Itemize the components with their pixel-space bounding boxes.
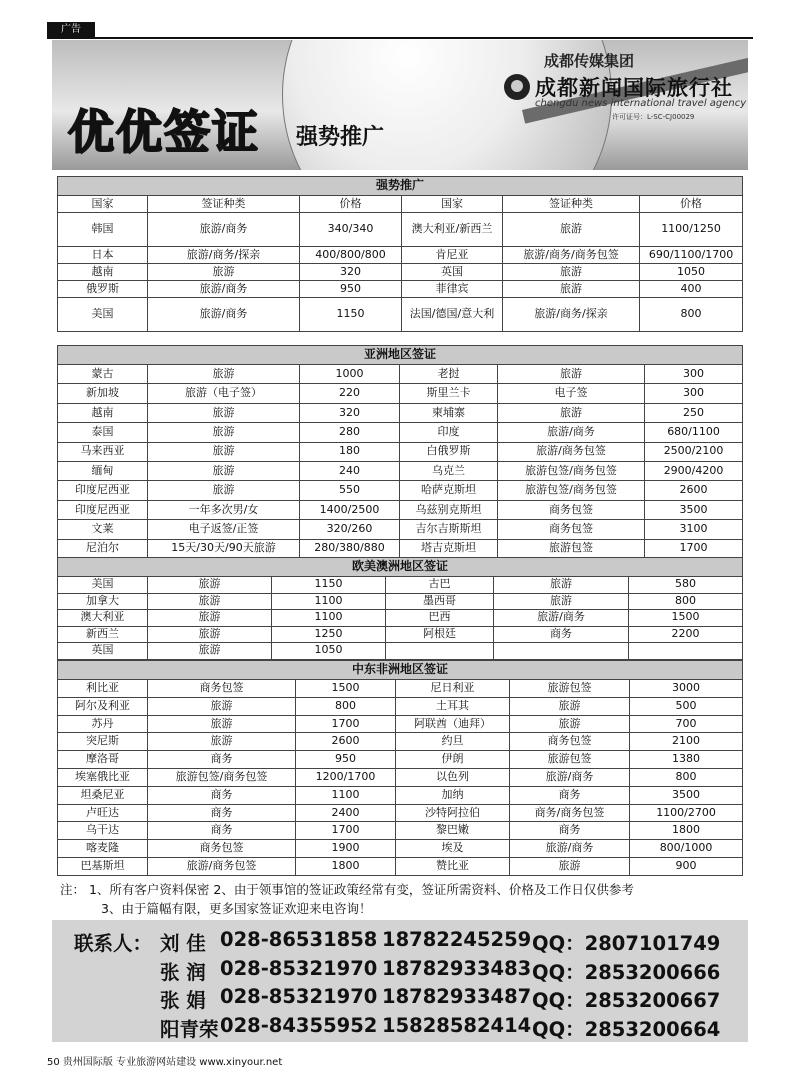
table-cell: 越南 (58, 264, 148, 281)
table-cell: 老挝 (400, 365, 498, 384)
table-cell: 1150 (272, 577, 386, 594)
table-cell: 旅游/商务 (498, 423, 645, 442)
table-cell: 800 (630, 768, 743, 786)
table-row (58, 610, 743, 627)
table-cell: 2400 (296, 804, 396, 822)
section-title: 亚洲地区签证 (58, 346, 743, 365)
table-cell: 利比亚 (58, 680, 148, 698)
table-row (58, 481, 743, 500)
table-cell: 旅游 (510, 697, 630, 715)
table-cell: 加拿大 (58, 593, 148, 610)
table-cell: 280 (300, 423, 400, 442)
table-cell: 2500/2100 (645, 442, 743, 461)
table-cell: 印度尼西亚 (58, 500, 148, 519)
table-row (58, 281, 743, 298)
table-row (58, 461, 743, 480)
table-cell: 澳大利亚 (58, 610, 148, 627)
table-cell: 旅游 (148, 442, 300, 461)
table-cell: 美国 (58, 298, 148, 332)
table-cell: 旅游 (498, 403, 645, 422)
table-cell: 商务 (510, 822, 630, 840)
mideast-table (57, 660, 743, 876)
table-cell: 800 (296, 697, 396, 715)
table-cell: 新加坡 (58, 384, 148, 403)
table-row (58, 680, 743, 698)
table-row (58, 213, 743, 247)
table-cell: 1100/2700 (630, 804, 743, 822)
table-cell: 1380 (630, 751, 743, 769)
table-cell: 日本 (58, 247, 148, 264)
table-cell: 旅游包签 (510, 680, 630, 698)
table-row (58, 298, 743, 332)
table-cell: 英国 (58, 643, 148, 660)
table-cell: 美国 (58, 577, 148, 594)
table-cell: 旅游 (148, 423, 300, 442)
table-cell: 700 (630, 715, 743, 733)
table-cell: 越南 (58, 403, 148, 422)
table-cell: 坦桑尼亚 (58, 786, 148, 804)
table-cell: 800 (640, 298, 743, 332)
table-cell: 卢旺达 (58, 804, 148, 822)
table-cell: 300 (645, 384, 743, 403)
table-cell: 尼泊尔 (58, 539, 148, 558)
table-cell: 1400/2500 (300, 500, 400, 519)
table-cell (386, 643, 494, 660)
section-header (58, 558, 743, 577)
contact-qq: QQ：2853200666 (532, 960, 721, 984)
table-row (58, 822, 743, 840)
table-cell: 商务 (148, 804, 296, 822)
table-row (58, 247, 743, 264)
table-cell: 2100 (630, 733, 743, 751)
contact-name: 张 润 (160, 960, 206, 984)
table-cell: 1500 (296, 680, 396, 698)
table-cell: 旅游/商务 (510, 768, 630, 786)
table-cell: 1100 (272, 593, 386, 610)
table-cell: 塔吉克斯坦 (400, 539, 498, 558)
table-cell: 尼日利亚 (396, 680, 510, 698)
table-cell: 旅游 (503, 213, 640, 247)
table-cell: 旅游/商务/商务包签 (503, 247, 640, 264)
table-cell: 印度 (400, 423, 498, 442)
table-cell: 墨西哥 (386, 593, 494, 610)
table-cell: 旅游/商务 (510, 840, 630, 858)
table-cell: 1100 (272, 610, 386, 627)
table-cell: 古巴 (386, 577, 494, 594)
table-cell: 旅游/商务/探亲 (503, 298, 640, 332)
table-cell: 1100/1250 (640, 213, 743, 247)
table-row (58, 264, 743, 281)
table-row (58, 539, 743, 558)
table-cell: 巴基斯坦 (58, 857, 148, 875)
table-cell: 签证种类 (148, 196, 300, 213)
contact-qq: QQ：2807101749 (532, 932, 721, 955)
table-row (58, 697, 743, 715)
table-cell: 商务/商务包签 (510, 804, 630, 822)
table-cell: 1200/1700 (296, 768, 396, 786)
table-cell: 柬埔寨 (400, 403, 498, 422)
table-row (58, 857, 743, 875)
table-cell: 国家 (402, 196, 503, 213)
table-row (58, 403, 743, 422)
table-row (58, 442, 743, 461)
section-header (58, 661, 743, 680)
table-cell: 沙特阿拉伯 (396, 804, 510, 822)
table-cell: 1700 (645, 539, 743, 558)
table-row (58, 365, 743, 384)
section-title: 欧美澳洲地区签证 (58, 558, 743, 577)
group-name: 成都传媒集团 (544, 52, 635, 70)
table-cell: 1800 (296, 857, 396, 875)
table-cell: 旅游包签 (510, 751, 630, 769)
top-divider (47, 37, 753, 39)
table-cell: 埃塞俄比亚 (58, 768, 148, 786)
contact-box (52, 920, 748, 1042)
table-cell: 旅游包签/商务包签 (498, 461, 645, 480)
note-line-2: 3、由于篇幅有限，更多国家签证欢迎来电咨询！ (101, 901, 372, 916)
table-cell: 500 (630, 697, 743, 715)
table-cell: 赞比亚 (396, 857, 510, 875)
contact-mobile: 18782933487 (382, 985, 532, 1008)
agency-name: 成都新闻国际旅行社 (535, 76, 733, 100)
table-cell: 国家 (58, 196, 148, 213)
table-cell: 950 (296, 751, 396, 769)
euro-table (57, 557, 743, 660)
table-cell: 950 (300, 281, 402, 298)
table-cell: 商务 (148, 786, 296, 804)
table-cell: 泰国 (58, 423, 148, 442)
table-cell: 旅游 (494, 577, 629, 594)
table-cell: 蒙古 (58, 365, 148, 384)
table-cell: 商务包签 (148, 680, 296, 698)
contact-name: 张 娟 (160, 989, 206, 1012)
table-cell: 旅游/商务包签 (148, 857, 296, 875)
table-cell: 阿联酋（迪拜） (396, 715, 510, 733)
table-cell: 1900 (296, 840, 396, 858)
table-cell: 旅游 (494, 593, 629, 610)
table-cell: 摩洛哥 (58, 751, 148, 769)
table-row (58, 715, 743, 733)
table-cell: 商务包签 (148, 840, 296, 858)
banner-title: 优优签证 (68, 105, 260, 159)
table-cell: 价格 (300, 196, 402, 213)
ad-tag: 广告 (47, 22, 95, 38)
table-row (58, 577, 743, 594)
table-cell: 旅游 (148, 733, 296, 751)
table-row (58, 786, 743, 804)
table-cell: 旅游 (510, 715, 630, 733)
table-cell: 2600 (296, 733, 396, 751)
table-cell: 商务 (148, 751, 296, 769)
table-cell: 商务 (148, 822, 296, 840)
promo-table (57, 176, 743, 332)
agency-name-en: chengdu news international travel agency (535, 98, 747, 109)
table-cell: 680/1100 (645, 423, 743, 442)
table-cell: 哈萨克斯坦 (400, 481, 498, 500)
table-cell: 法国/德国/意大利 (402, 298, 503, 332)
column-header-row (58, 196, 743, 213)
table-cell: 旅游 (148, 403, 300, 422)
table-row (58, 423, 743, 442)
table-cell: 以色列 (396, 768, 510, 786)
table-cell: 320/260 (300, 520, 400, 539)
table-cell: 乌兹别克斯坦 (400, 500, 498, 519)
table-cell: 2900/4200 (645, 461, 743, 480)
table-cell: 旅游 (148, 461, 300, 480)
contact-label: 联系人： (74, 932, 153, 955)
table-row (58, 520, 743, 539)
table-cell: 250 (645, 403, 743, 422)
table-cell: 3000 (630, 680, 743, 698)
table-cell: 马来西亚 (58, 442, 148, 461)
table-cell: 签证种类 (503, 196, 640, 213)
table-cell: 电子签 (498, 384, 645, 403)
agency-logo-icon (504, 74, 530, 100)
table-cell: 280/380/880 (300, 539, 400, 558)
table-cell: 3500 (645, 500, 743, 519)
table-cell: 1000 (300, 365, 400, 384)
notes (60, 880, 634, 918)
table-cell: 580 (629, 577, 743, 594)
contact-phone: 028-84355952 (220, 1013, 378, 1037)
table-cell: 旅游 (148, 715, 296, 733)
table-cell: 690/1100/1700 (640, 247, 743, 264)
table-cell: 旅游 (148, 577, 272, 594)
table-cell: 旅游/商务/探亲 (148, 247, 300, 264)
section-header (58, 177, 743, 196)
table-cell: 3500 (630, 786, 743, 804)
table-cell: 3100 (645, 520, 743, 539)
table-cell: 340/340 (300, 213, 402, 247)
table-cell: 2600 (645, 481, 743, 500)
asia-table (57, 345, 743, 559)
table-cell: 英国 (402, 264, 503, 281)
table-cell: 320 (300, 403, 400, 422)
table-cell: 旅游包签 (498, 539, 645, 558)
table-cell: 2200 (629, 626, 743, 643)
contact-qq: QQ：2853200664 (532, 1017, 721, 1041)
table-cell: 旅游/商务 (148, 281, 300, 298)
table-cell: 旅游 (148, 264, 300, 281)
table-cell: 旅游包签/商务包签 (498, 481, 645, 500)
table-cell: 巴西 (386, 610, 494, 627)
table-cell: 900 (630, 857, 743, 875)
section-header (58, 346, 743, 365)
table-cell: 约旦 (396, 733, 510, 751)
table-row (58, 804, 743, 822)
table-cell: 商务包签 (510, 733, 630, 751)
table-cell: 800 (629, 593, 743, 610)
table-cell: 澳大利亚/新西兰 (402, 213, 503, 247)
table-cell: 旅游 (148, 593, 272, 610)
banner (52, 40, 748, 170)
table-cell: 肯尼亚 (402, 247, 503, 264)
table-cell: 喀麦隆 (58, 840, 148, 858)
table-cell: 旅游 (503, 264, 640, 281)
table-cell: 旅游/商务 (494, 610, 629, 627)
table-cell: 商务包签 (498, 500, 645, 519)
page-footer: 50 贵州国际版 专业旅游网站建设 www.xinyour.net (47, 1057, 283, 1068)
table-cell: 180 (300, 442, 400, 461)
license-number: 许可证号：L-SC-CJ00029 (612, 113, 695, 121)
table-cell: 1700 (296, 822, 396, 840)
table-cell: 商务 (510, 786, 630, 804)
table-cell: 土耳其 (396, 697, 510, 715)
table-cell: 吉尔吉斯斯坦 (400, 520, 498, 539)
section-title: 中东非洲地区签证 (58, 661, 743, 680)
contact-phone: 028-85321970 (220, 985, 378, 1008)
note-line-1: 注： 1、所有客户资料保密 2、由于领事馆的签证政策经常有变，签证所需资料、价格及工作日仅供参考 (60, 882, 634, 897)
banner-subtitle: 强势推广 (296, 125, 385, 150)
table-cell: 伊朗 (396, 751, 510, 769)
table-row (58, 733, 743, 751)
table-cell: 旅游 (148, 610, 272, 627)
table-cell: 550 (300, 481, 400, 500)
table-cell: 400 (640, 281, 743, 298)
table-row (58, 384, 743, 403)
table-cell: 菲律宾 (402, 281, 503, 298)
table-cell: 商务包签 (498, 520, 645, 539)
contact-mobile: 15828582414 (382, 1013, 532, 1037)
table-cell: 旅游 (148, 626, 272, 643)
table-cell: 阿尔及利亚 (58, 697, 148, 715)
table-cell (494, 643, 629, 660)
table-row (58, 626, 743, 643)
contact-mobile: 18782933483 (382, 956, 532, 980)
contact-name: 阳青荣 (160, 1017, 219, 1041)
table-cell: 商务 (494, 626, 629, 643)
table-cell: 文莱 (58, 520, 148, 539)
table-cell: 1250 (272, 626, 386, 643)
table-cell: 乌克兰 (400, 461, 498, 480)
table-cell: 乌干达 (58, 822, 148, 840)
table-cell: 旅游（电子签） (148, 384, 300, 403)
contact-phone: 028-85321970 (220, 956, 378, 980)
table-cell: 白俄罗斯 (400, 442, 498, 461)
table-cell (629, 643, 743, 660)
table-row (58, 500, 743, 519)
table-cell: 240 (300, 461, 400, 480)
table-row (58, 751, 743, 769)
table-cell: 1700 (296, 715, 396, 733)
table-cell: 俄罗斯 (58, 281, 148, 298)
table-cell: 1100 (296, 786, 396, 804)
table-cell: 价格 (640, 196, 743, 213)
contact-phone: 028-86531858 (220, 928, 378, 951)
table-cell: 旅游 (510, 857, 630, 875)
table-cell: 缅甸 (58, 461, 148, 480)
table-cell: 15天/30天/90天旅游 (148, 539, 300, 558)
table-cell: 斯里兰卡 (400, 384, 498, 403)
table-cell: 新西兰 (58, 626, 148, 643)
table-cell: 阿根廷 (386, 626, 494, 643)
table-cell: 400/800/800 (300, 247, 402, 264)
table-row (58, 840, 743, 858)
table-cell: 旅游/商务 (148, 298, 300, 332)
table-cell: 1050 (640, 264, 743, 281)
table-cell: 加纳 (396, 786, 510, 804)
table-cell: 韩国 (58, 213, 148, 247)
table-cell: 1500 (629, 610, 743, 627)
table-cell: 旅游 (148, 643, 272, 660)
table-row (58, 768, 743, 786)
table-cell: 220 (300, 384, 400, 403)
table-cell: 1150 (300, 298, 402, 332)
table-cell: 苏丹 (58, 715, 148, 733)
table-cell: 1050 (272, 643, 386, 660)
table-cell: 旅游包签/商务包签 (148, 768, 296, 786)
table-cell: 旅游 (148, 365, 300, 384)
table-cell: 旅游 (498, 365, 645, 384)
table-cell: 旅游 (503, 281, 640, 298)
table-cell: 旅游/商务 (148, 213, 300, 247)
table-cell: 800/1000 (630, 840, 743, 858)
table-cell: 突尼斯 (58, 733, 148, 751)
table-cell: 电子返签/正签 (148, 520, 300, 539)
table-cell: 320 (300, 264, 402, 281)
contact-mobile: 18782245259 (382, 928, 532, 951)
table-row (58, 643, 743, 660)
contact-name: 刘 佳 (160, 932, 206, 955)
table-cell: 旅游 (148, 481, 300, 500)
section-title: 强势推广 (58, 177, 743, 196)
table-row (58, 593, 743, 610)
table-cell: 旅游 (148, 697, 296, 715)
table-cell: 1800 (630, 822, 743, 840)
table-cell: 旅游/商务包签 (498, 442, 645, 461)
table-cell: 300 (645, 365, 743, 384)
table-cell: 印度尼西亚 (58, 481, 148, 500)
table-cell: 埃及 (396, 840, 510, 858)
table-cell: 一年多次男/女 (148, 500, 300, 519)
contact-qq: QQ：2853200667 (532, 989, 721, 1012)
table-cell: 黎巴嫩 (396, 822, 510, 840)
